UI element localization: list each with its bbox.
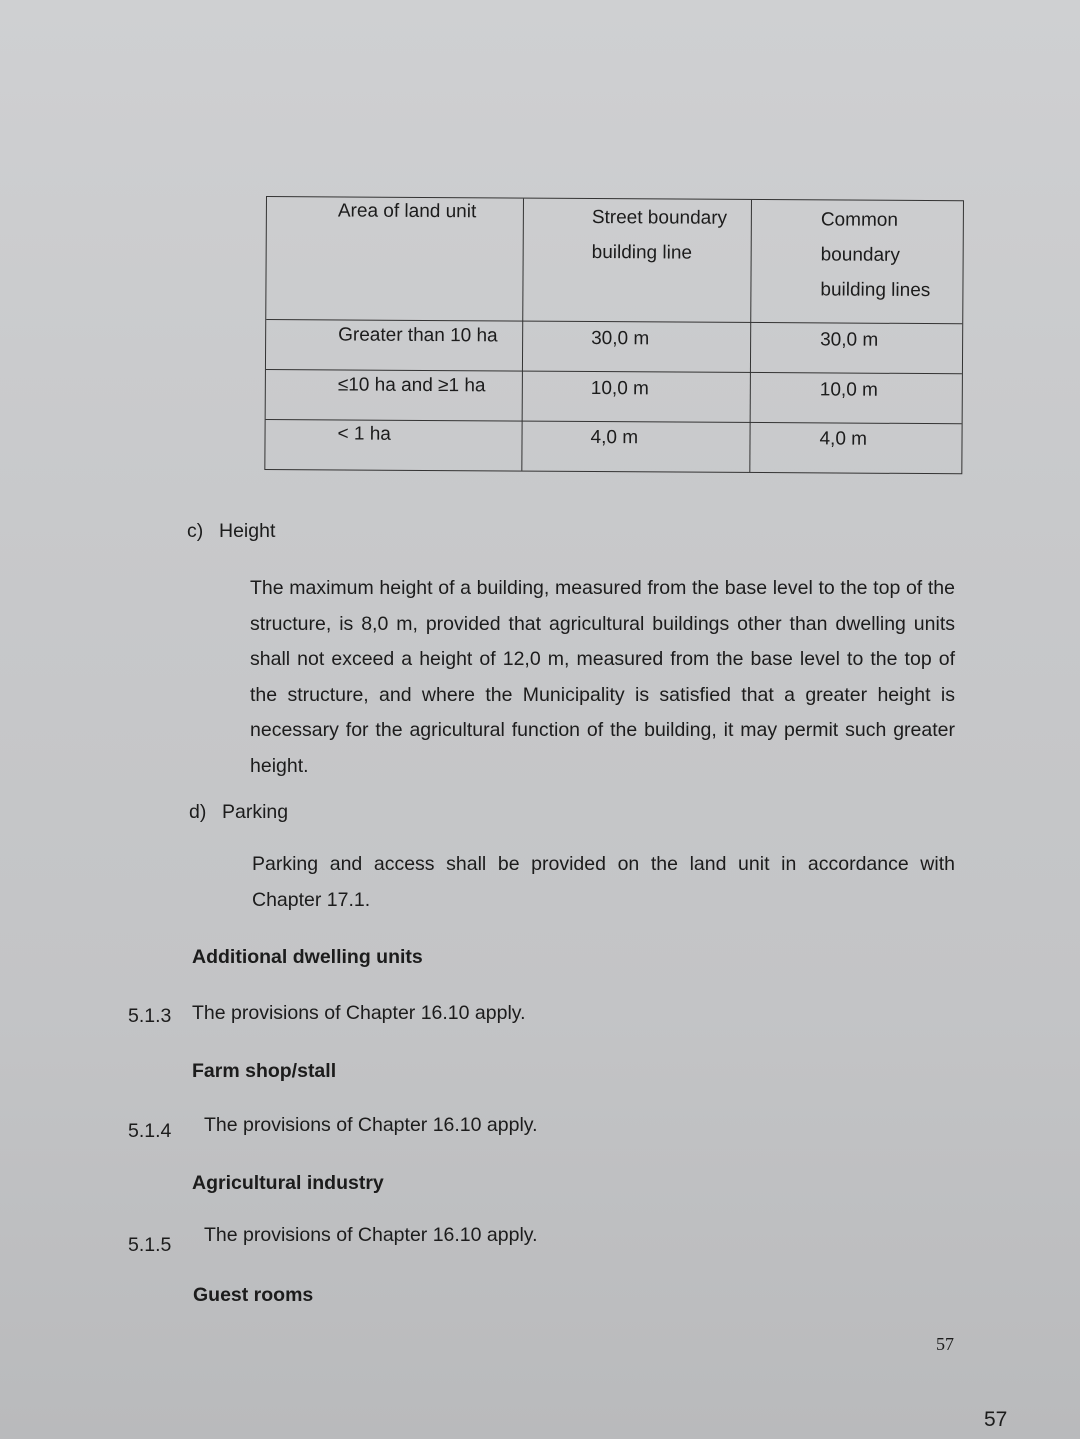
heading-farm-shop: Farm shop/stall — [192, 1060, 337, 1082]
table-cell: 30,0 m — [591, 327, 650, 350]
clause-text: The provisions of Chapter 16.10 apply. — [192, 1002, 526, 1024]
page-number-corner: 57 — [984, 1408, 1008, 1431]
table-header-area: Area of land unit — [337, 200, 477, 223]
heading-agricultural-industry: Agricultural industry — [192, 1172, 384, 1194]
clause-text: The provisions of Chapter 16.10 apply. — [204, 1224, 538, 1246]
clause-number: 5.1.4 — [128, 1120, 172, 1142]
table-cell: ≤10 ha and ≥1 ha — [337, 374, 486, 397]
table-cell: < 1 ha — [337, 423, 391, 445]
heading-guest-rooms: Guest rooms — [193, 1284, 314, 1306]
table-cell: 10,0 m — [819, 379, 878, 401]
section-title-height: Height — [219, 520, 276, 542]
section-title-parking: Parking — [222, 801, 289, 823]
page-number: 57 — [936, 1334, 954, 1354]
building-lines-table — [264, 196, 964, 474]
table-cell: 4,0 m — [590, 426, 639, 449]
height-paragraph: The maximum height of a building, measured from the base level to the top of the structure, is 8,0 m, provided that agricultural buildings other than dwelling units shall not exceed a height of 12,0 m, measured from the base level to the top of the structure, and where the Municipality is satisfied that a greater height is necessary for the agricultural function of the building, it may permit such greater height. — [250, 577, 955, 777]
table-cell: 4,0 m — [819, 428, 868, 450]
clause-number: 5.1.5 — [128, 1234, 172, 1256]
heading-additional-dwelling-units: Additional dwelling units — [192, 946, 423, 968]
table-divider — [521, 199, 524, 471]
table-cell: Greater than 10 ha — [338, 324, 498, 347]
section-label-parking: d) — [189, 801, 207, 823]
clause-number: 5.1.3 — [128, 1005, 172, 1027]
table-cell: 30,0 m — [820, 329, 879, 351]
section-label-height: c) — [187, 520, 204, 542]
parking-paragraph: Parking and access shall be provided on the land unit in accordance with Chapter 17.1. — [252, 853, 955, 911]
table-header-common: Common boundary building lines — [820, 209, 931, 302]
clause-text: The provisions of Chapter 16.10 apply. — [204, 1114, 538, 1136]
table-header-street: Street boundary building line — [591, 206, 728, 264]
table-cell: 10,0 m — [590, 377, 649, 400]
